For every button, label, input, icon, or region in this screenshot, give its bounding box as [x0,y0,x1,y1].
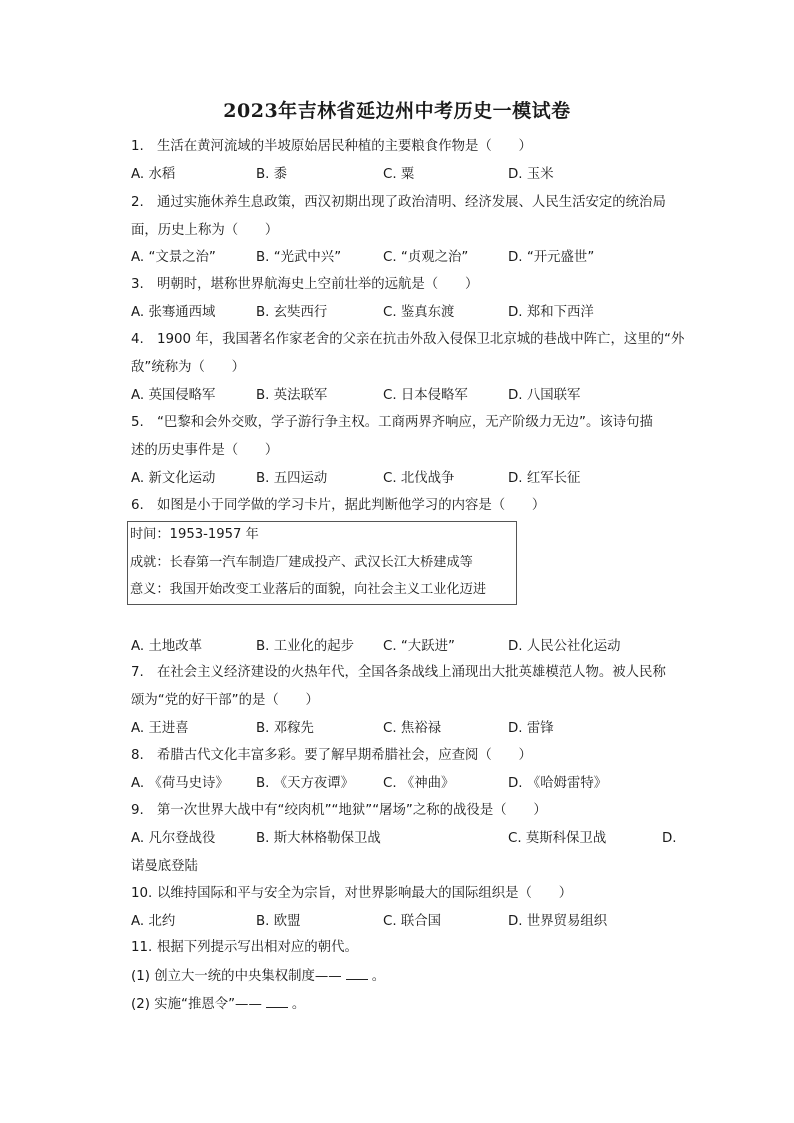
answer-option-continued[interactable]: 诺曼底登陆 [131,859,198,874]
question-stem-line [131,938,358,958]
answer-blank[interactable] [346,967,368,980]
question-stem-line [131,441,278,461]
answer-option[interactable]: C. 《神曲》 [383,776,455,791]
answer-option[interactable]: B. “光武中兴” [256,250,342,265]
answer-option[interactable]: C. “贞观之治” [383,250,469,265]
answer-option[interactable]: A. “文景之治” [131,250,216,265]
question-stem-line [131,746,532,766]
answer-blank[interactable] [266,995,288,1008]
question-number: 7. [131,665,144,680]
question-stem-line [131,496,545,516]
question-stem-line [131,137,532,157]
question-stem-line [131,358,245,378]
study-card [127,521,517,605]
question-text: 面，历史上称为（ ） [131,223,279,238]
answer-option[interactable]: D. 雷锋 [508,721,554,736]
answer-option[interactable]: D. 玉米 [508,167,554,182]
answer-option[interactable]: B. 斯大林格勒保卫战 [256,831,381,846]
answer-option[interactable]: C. 北伐战争 [383,471,455,486]
question-text: 第一次世界大战中有“绞肉机”“地狱”“屠场”之称的战役是（ ） [157,803,547,818]
question-text: 如图是小于同学做的学习卡片，据此判断他学习的内容是（ ） [157,498,546,513]
exam-title: 2023年吉林省延边州中考历史一模试卷 [223,100,571,122]
answer-option[interactable]: B. 黍 [256,167,288,182]
question-number: 2. [131,195,144,210]
answer-option[interactable]: C. 焦裕禄 [383,721,442,736]
answer-option[interactable]: A. 英国侵略军 [131,388,216,403]
question-text: 希腊古代文化丰富多彩。要了解早期希腊社会，应查阅（ ） [157,748,532,763]
answer-option[interactable]: A. 北约 [131,914,176,929]
question-text: 1900 年，我国著名作家老舍的父亲在抗击外敌入侵保卫北京城的巷战中阵亡，这里的“外 [157,332,685,347]
fill-in-prompt: (1) 创立大一统的中央集权制度—— [131,969,342,984]
answer-option[interactable]: B. 邓稼先 [256,721,314,736]
answer-option[interactable]: D. 人民公社化运动 [508,639,621,654]
question-number: 1. [131,139,144,154]
answer-option[interactable]: B. 英法联军 [256,388,328,403]
fill-in-suffix: 。 [291,997,306,1012]
answer-option[interactable]: C. 莫斯科保卫战 [508,831,607,846]
fill-in-suffix: 。 [371,969,386,984]
answer-option[interactable]: D. 郑和下西洋 [508,305,594,320]
answer-option[interactable]: D. [662,831,677,846]
answer-option[interactable]: C. 鉴真东渡 [383,305,455,320]
question-text: “巴黎和会外交败，学子游行争主权。工商两界齐响应，无产阶级力无边”。该诗句描 [157,415,653,430]
answer-option[interactable]: B. 《天方夜谭》 [256,776,355,791]
answer-option[interactable]: C. 日本侵略军 [383,388,468,403]
question-text: 生活在黄河流域的半坡原始居民种植的主要粮食作物是（ ） [157,139,532,154]
question-text: 以维持国际和平与安全为宗旨，对世界影响最大的国际组织是（ ） [157,886,573,901]
question-number: 4. [131,332,144,347]
study-card-line: 成就：长春第一汽车制造厂建成投产、武汉长江大桥建成等 [130,555,473,570]
question-text: 通过实施休养生息政策，西汉初期出现了政治清明、经济发展、人民生活安定的统治局 [157,195,666,210]
question-number: 5. [131,415,144,430]
question-stem-line [131,221,278,241]
question-stem-line [131,193,666,213]
answer-option[interactable]: A. 张骞通西域 [131,305,216,320]
question-text: 在社会主义经济建设的火热年代，全国各条战线上涌现出大批英雄模范人物。被人民称 [157,665,666,680]
answer-option[interactable]: B. 工业化的起步 [256,639,355,654]
question-text: 述的历史事件是（ ） [131,443,279,458]
answer-option[interactable]: A. 新文化运动 [131,471,216,486]
answer-option[interactable]: D. “开元盛世” [508,250,595,265]
study-card-line: 时间：1953-1957 年 [130,527,259,542]
question-text: 明朝时，堪称世界航海史上空前壮举的远航是（ ） [157,277,479,292]
question-stem-line [131,801,547,821]
fill-in-prompt: (2) 实施“推恩令”—— [131,997,262,1012]
question-stem-line [131,884,572,904]
answer-option[interactable]: D. 八国联军 [508,388,581,403]
question-stem-line [131,691,319,711]
answer-option[interactable]: B. 欧盟 [256,914,301,929]
question-stem-line [131,663,666,683]
question-number: 6. [131,498,144,513]
answer-option[interactable]: D. 红军长征 [508,471,581,486]
question-number: 9. [131,803,144,818]
question-text: 根据下列提示写出相对应的朝代。 [157,940,358,955]
fill-in-item [131,995,305,1015]
answer-option[interactable]: D. 《哈姆雷特》 [508,776,608,791]
answer-option[interactable]: C. 粟 [383,167,415,182]
study-card-line: 意义：我国开始改变工业落后的面貌，向社会主义工业化迈进 [130,582,487,597]
question-number: 3. [131,277,144,292]
answer-option[interactable]: C. “大跃进” [383,639,455,654]
question-stem-line [131,275,478,295]
answer-option[interactable]: C. 联合国 [383,914,442,929]
question-text: 敌”统称为（ ） [131,360,246,375]
answer-option[interactable]: D. 世界贸易组织 [508,914,608,929]
answer-option[interactable]: A. 土地改革 [131,639,202,654]
answer-option[interactable]: A. 凡尔登战役 [131,831,216,846]
question-number: 10. [131,886,153,901]
answer-option[interactable]: A. 《荷马史诗》 [131,776,229,791]
answer-option[interactable]: A. 王进喜 [131,721,189,736]
answer-option[interactable]: B. 玄奘西行 [256,305,328,320]
answer-option[interactable]: A. 水稻 [131,167,176,182]
question-number: 11. [131,940,153,955]
answer-option[interactable]: B. 五四运动 [256,471,328,486]
fill-in-item [131,967,385,987]
question-stem-line [131,413,653,433]
question-stem-line [131,330,684,350]
question-number: 8. [131,748,144,763]
question-text: 颂为“党的好干部”的是（ ） [131,693,319,708]
